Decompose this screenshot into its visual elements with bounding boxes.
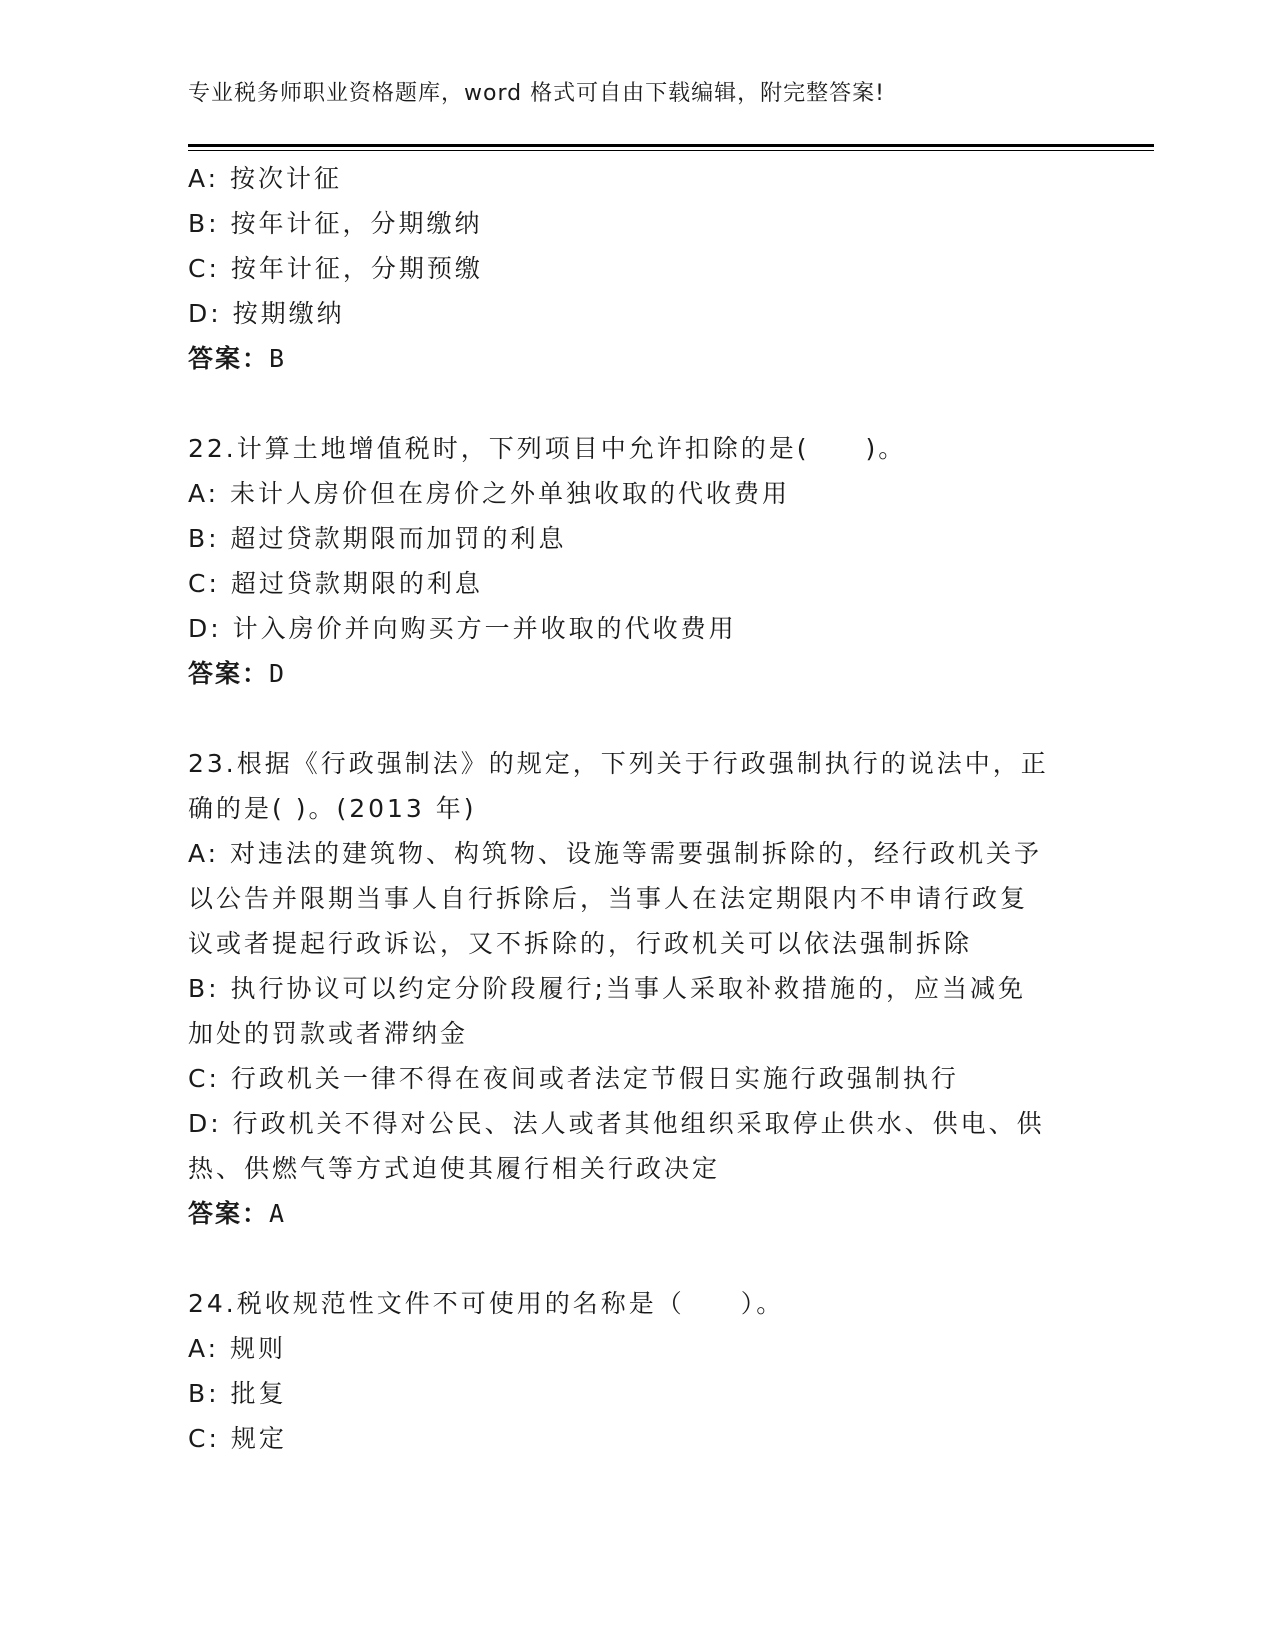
option-line: 热、供燃气等方式迫使其履行相关行政决定	[188, 1154, 721, 1183]
question-block-q23	[188, 741, 1088, 1236]
option-line: B: 批复	[188, 1379, 287, 1408]
option-line: C: 按年计征，分期预缴	[188, 254, 483, 283]
option-line: 以公告并限期当事人自行拆除后，当事人在法定期限内不申请行政复	[188, 884, 1029, 913]
block-spacer	[188, 696, 1088, 741]
option-line: C: 规定	[188, 1424, 287, 1453]
option-line: B: 按年计征，分期缴纳	[188, 209, 483, 238]
question-block-q21-tail	[188, 156, 1088, 381]
answer-label: 答案：	[188, 659, 270, 688]
answer-value: B	[269, 344, 287, 373]
answer-line	[188, 1191, 1088, 1236]
option-line: A: 对违法的建筑物、构筑物、设施等需要强制拆除的，经行政机关予	[188, 839, 1043, 868]
option-line: A: 未计人房价但在房价之外单独收取的代收费用	[188, 479, 791, 508]
block-spacer	[188, 381, 1088, 426]
question-block-q22	[188, 426, 1088, 696]
question-list	[188, 156, 1088, 1461]
option-line: 议或者提起行政诉讼，又不拆除的，行政机关可以依法强制拆除	[188, 929, 973, 958]
answer-label: 答案：	[188, 344, 270, 373]
question-text-line: 24.税收规范性文件不可使用的名称是（ ）。	[188, 1289, 785, 1318]
option-line: 加处的罚款或者滞纳金	[188, 1019, 469, 1048]
header-rule-thick	[188, 144, 1154, 147]
answer-value: D	[269, 659, 287, 688]
page-header: 专业税务师职业资格题库，word 格式可自由下载编辑，附完整答案!	[188, 81, 885, 106]
answer-line	[188, 336, 1088, 381]
option-line: D: 行政机关不得对公民、法人或者其他组织采取停止供水、供电、供	[188, 1109, 1045, 1138]
question-text-line: 确的是( )。(2013 年)	[188, 794, 477, 823]
option-line: D: 计入房价并向购买方一并收取的代收费用	[188, 614, 737, 643]
option-line: C: 超过贷款期限的利息	[188, 569, 483, 598]
option-line: D: 按期缴纳	[188, 299, 345, 328]
block-spacer	[188, 1236, 1088, 1281]
answer-line	[188, 651, 1088, 696]
answer-value: A	[269, 1199, 287, 1228]
option-line: A: 规则	[188, 1334, 287, 1363]
question-block-q24	[188, 1281, 1088, 1461]
question-text-line: 22.计算土地增值税时，下列项目中允许扣除的是( )。	[188, 434, 907, 463]
option-line: B: 超过贷款期限而加罚的利息	[188, 524, 567, 553]
header-rule-thin	[188, 150, 1154, 151]
option-line: C: 行政机关一律不得在夜间或者法定节假日实施行政强制执行	[188, 1064, 959, 1093]
answer-label: 答案：	[188, 1199, 270, 1228]
option-line: B: 执行协议可以约定分阶段履行;当事人采取补救措施的，应当减免	[188, 974, 1026, 1003]
option-line: A: 按次计征	[188, 164, 343, 193]
question-text-line: 23.根据《行政强制法》的规定，下列关于行政强制执行的说法中，正	[188, 749, 1049, 778]
